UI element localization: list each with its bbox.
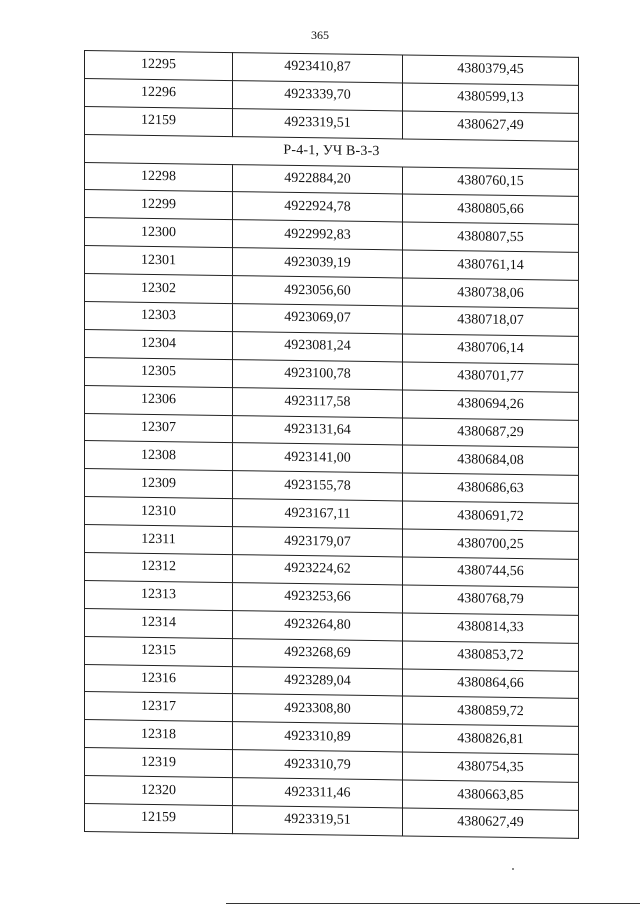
coordinates-table-body [85,51,579,839]
x-coordinate-cell: 4923319,51 [233,806,403,836]
y-coordinate-cell: 4380864,66 [403,669,579,699]
y-coordinate-cell: 4380718,07 [403,306,579,336]
x-coordinate-cell: 4923081,24 [233,331,403,361]
y-coordinate-cell: 4380768,79 [403,585,579,615]
point-number-cell: 12305 [85,357,233,387]
y-coordinate-cell: 4380853,72 [403,641,579,671]
y-coordinate-cell: 4380691,72 [403,501,579,531]
y-coordinate-cell: 4380684,08 [403,445,579,475]
point-number-cell: 12320 [85,776,233,806]
point-number-cell: 12312 [85,553,233,583]
y-coordinate-cell: 4380859,72 [403,696,579,726]
x-coordinate-cell: 4923310,89 [233,722,403,752]
y-coordinate-cell: 4380686,63 [403,473,579,503]
y-coordinate-cell: 4380814,33 [403,613,579,643]
y-coordinate-cell: 4380826,81 [403,724,579,754]
x-coordinate-cell: 4923069,07 [233,304,403,334]
section-title: Р-4-1, УЧ В-3-3 [85,134,579,169]
point-number-cell: 12296 [85,78,233,108]
point-number-cell: 12316 [85,664,233,694]
x-coordinate-cell: 4923131,64 [233,415,403,445]
y-coordinate-cell: 4380807,55 [403,222,579,252]
x-coordinate-cell: 4923100,78 [233,359,403,389]
point-number-cell: 12314 [85,608,233,638]
point-number-cell: 12313 [85,580,233,610]
y-coordinate-cell: 4380627,49 [403,808,579,838]
y-coordinate-cell: 4380687,29 [403,418,579,448]
y-coordinate-cell: 4380694,26 [403,390,579,420]
point-number-cell: 12304 [85,329,233,359]
point-number-cell: 12299 [85,190,233,220]
y-coordinate-cell: 4380700,25 [403,529,579,559]
y-coordinate-cell: 4380744,56 [403,557,579,587]
y-coordinate-cell: 4380760,15 [403,167,579,197]
x-coordinate-cell: 4923339,70 [233,80,403,110]
x-coordinate-cell: 4923167,11 [233,499,403,529]
x-coordinate-cell: 4923155,78 [233,471,403,501]
point-number-cell: 12318 [85,720,233,750]
y-coordinate-cell: 4380761,14 [403,250,579,280]
page-number: 365 [311,28,329,42]
point-number-cell: 12295 [85,51,233,81]
x-coordinate-cell: 4922992,83 [233,220,403,250]
point-number-cell: 12315 [85,636,233,666]
point-number-cell: 12308 [85,441,233,471]
point-number-cell: 12309 [85,469,233,499]
table-row [85,804,579,839]
x-coordinate-cell: 4923224,62 [233,555,403,585]
scan-edge-line [226,903,640,904]
point-number-cell: 12307 [85,413,233,443]
y-coordinate-cell: 4380738,06 [403,278,579,308]
x-coordinate-cell: 4922924,78 [233,192,403,222]
point-number-cell: 12300 [85,218,233,248]
x-coordinate-cell: 4922884,20 [233,164,403,194]
scan-speck [512,868,514,870]
point-number-cell: 12159 [85,106,233,136]
y-coordinate-cell: 4380599,13 [403,83,579,113]
y-coordinate-cell: 4380754,35 [403,752,579,782]
y-coordinate-cell: 4380379,45 [403,55,579,85]
x-coordinate-cell: 4923056,60 [233,276,403,306]
point-number-cell: 12310 [85,497,233,527]
x-coordinate-cell: 4923268,69 [233,638,403,668]
point-number-cell: 12298 [85,162,233,192]
point-number-cell: 12302 [85,274,233,304]
x-coordinate-cell: 4923311,46 [233,778,403,808]
x-coordinate-cell: 4923310,79 [233,750,403,780]
y-coordinate-cell: 4380627,49 [403,111,579,141]
point-number-cell: 12159 [85,804,233,834]
x-coordinate-cell: 4923319,51 [233,108,403,138]
y-coordinate-cell: 4380663,85 [403,780,579,810]
x-coordinate-cell: 4923410,87 [233,53,403,83]
x-coordinate-cell: 4923253,66 [233,582,403,612]
x-coordinate-cell: 4923039,19 [233,248,403,278]
x-coordinate-cell: 4923264,80 [233,610,403,640]
x-coordinate-cell: 4923141,00 [233,443,403,473]
point-number-cell: 12317 [85,692,233,722]
point-number-cell: 12301 [85,246,233,276]
y-coordinate-cell: 4380805,66 [403,194,579,224]
y-coordinate-cell: 4380701,77 [403,362,579,392]
point-number-cell: 12319 [85,748,233,778]
y-coordinate-cell: 4380706,14 [403,334,579,364]
x-coordinate-cell: 4923179,07 [233,527,403,557]
x-coordinate-cell: 4923117,58 [233,387,403,417]
point-number-cell: 12311 [85,525,233,555]
point-number-cell: 12303 [85,302,233,332]
point-number-cell: 12306 [85,385,233,415]
x-coordinate-cell: 4923308,80 [233,694,403,724]
coordinates-table [84,50,579,839]
x-coordinate-cell: 4923289,04 [233,666,403,696]
